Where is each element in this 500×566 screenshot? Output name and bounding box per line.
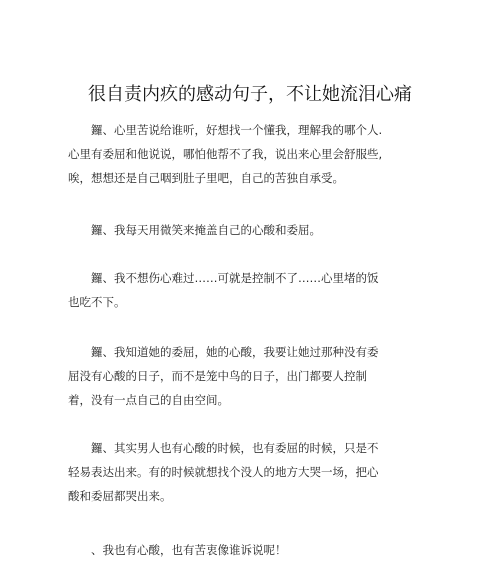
paragraph-2: 鑼、我每天用微笑来掩盖自己的心酸和委屈。 [91,223,321,237]
paragraph-3: 鑼、我不想伤心难过……可就是控制不了……心里堵的饭也吃不下。 [68,271,379,309]
paragraph-4: 鑼、我知道她的委屈，她的心酸，我要让她过那种没有委屈没有心酸的日子，而不是笼中鸟的日子，出门都要人控制着，没有一点自己的自由空间。 [68,345,379,407]
paragraph-6: 、我也有心酸，也有苦衷像谁诉说呢！ [91,543,287,557]
article-title: 很自责内疚的感动句子，不让她流泪心痛 [88,84,412,105]
paragraph-1: 鑼、心里苦说给谁听，好想找一个懂我，理解我的哪个人.心里有委屈和他说说，哪怕他帮不了我，说出来心里会舒服些,唉，想想还是自己咽到肚子里吧，自己的苦独自承受。 [68,123,383,185]
paragraph-5: 鑼、其实男人也有心酸的时候，也有委屈的时候，只是不轻易表达出来。有的时候就想找个没人的地方大哭一场，把心酸和委屈都哭出来。 [68,441,379,503]
